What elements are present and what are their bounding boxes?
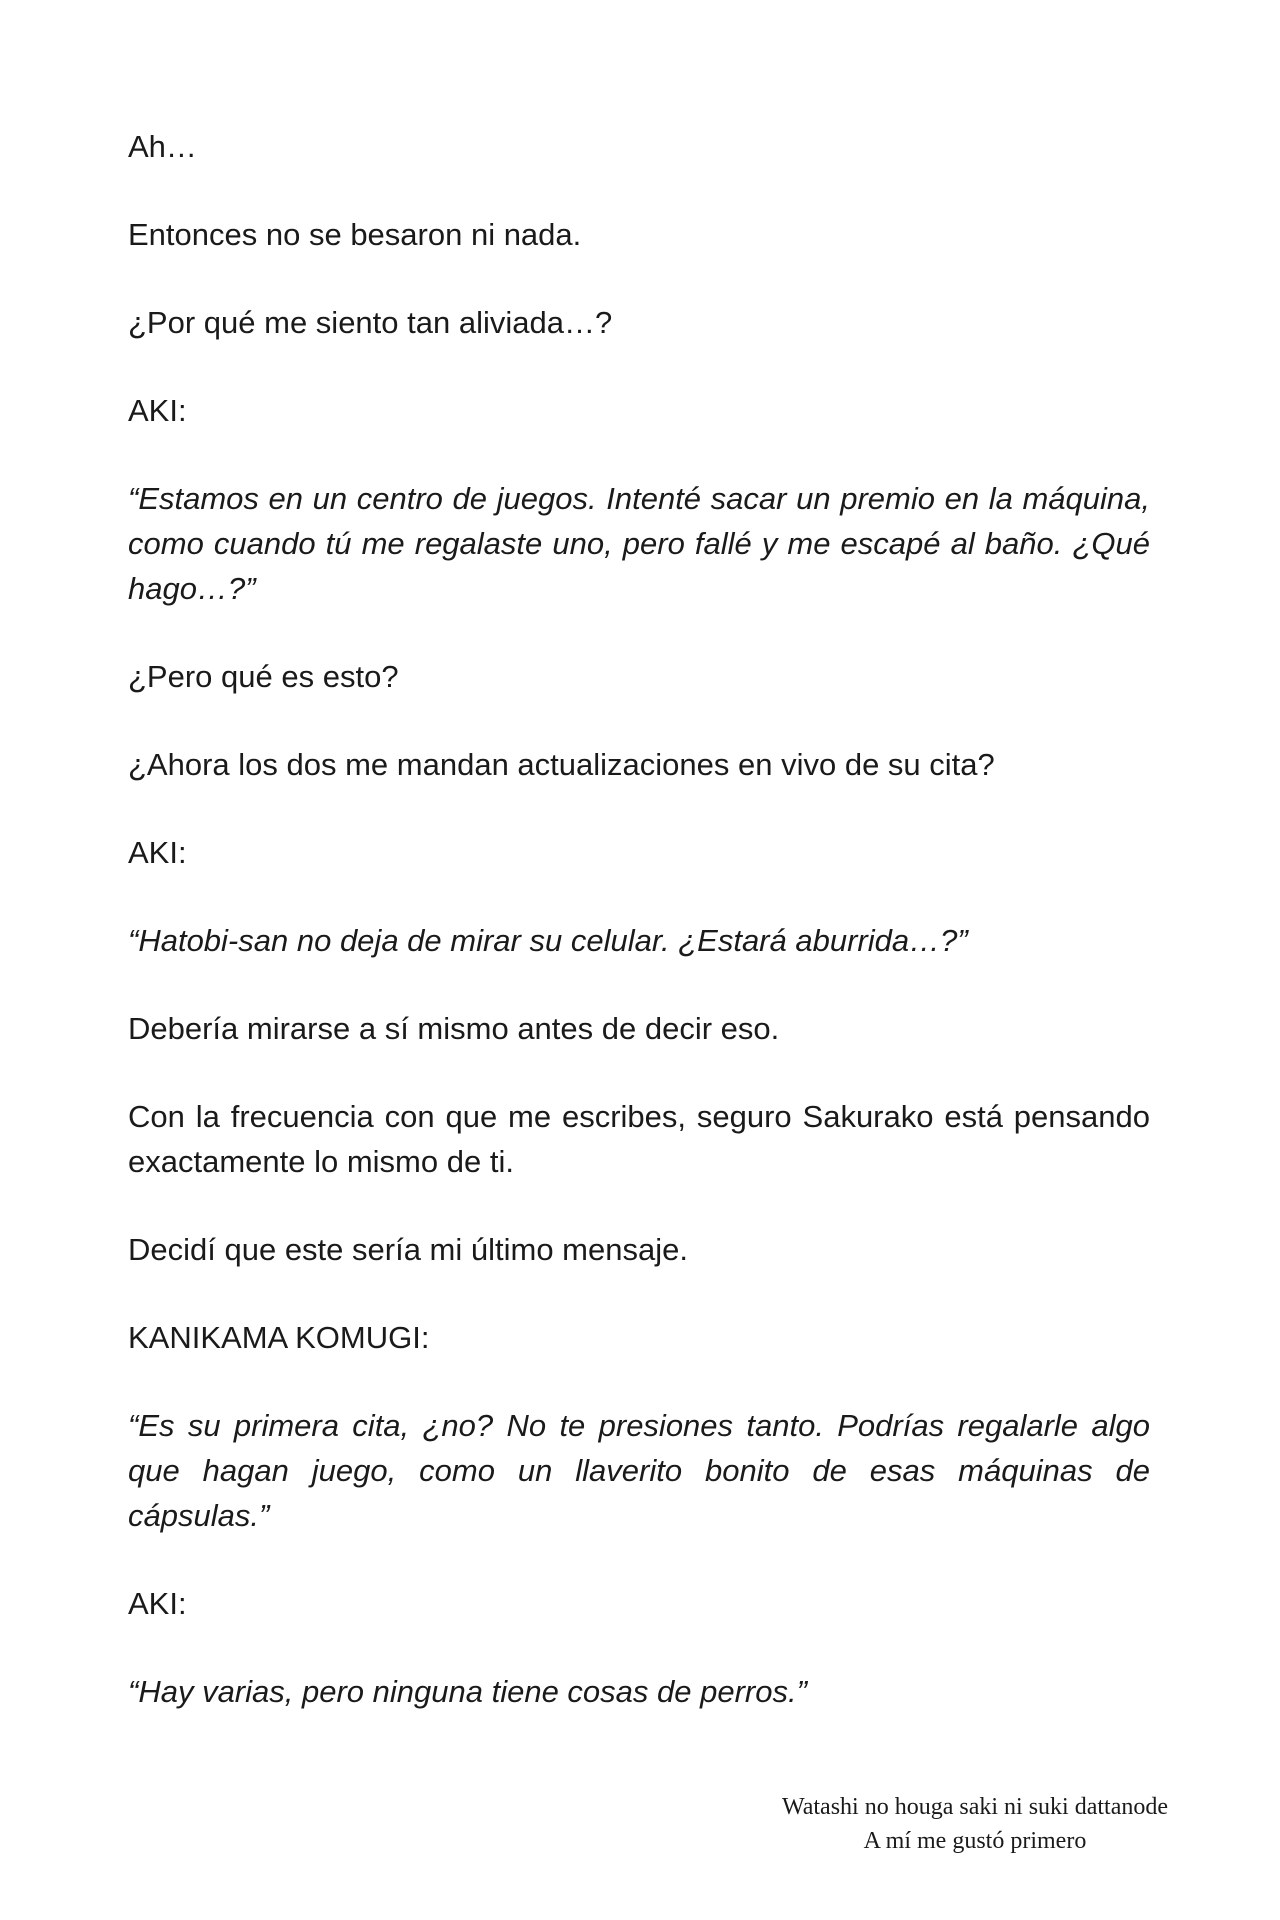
message-quote: “Estamos en un centro de juegos. Intenté sacar un premio en la máquina, como cuando tú me regalaste uno, pero fallé y me escapé al baño. ¿Qué hago…?” [128, 481, 1150, 606]
document-body [128, 124, 1150, 1757]
paragraph-narration: ¿Por qué me siento tan aliviada…? [128, 305, 613, 340]
paragraph-narration: ¿Ahora los dos me mandan actualizaciones en vivo de su cita? [128, 747, 995, 782]
speaker-label: AKI: [128, 393, 187, 428]
speaker-label: AKI: [128, 1586, 187, 1621]
message-quote: “Hay varias, pero ninguna tiene cosas de perros.” [128, 1674, 807, 1709]
paragraph-narration: ¿Pero qué es esto? [128, 659, 399, 694]
paragraph-narration: Con la frecuencia con que me escribes, seguro Sakurako está pensando exactamente lo mismo de ti. [128, 1099, 1150, 1179]
footer-translated-title: A mí me gustó primero [863, 1828, 1087, 1854]
message-quote: “Es su primera cita, ¿no? No te presiones tanto. Podrías regalarle algo que hagan juego, como un llaverito bonito de esas máquinas de cápsulas.” [128, 1408, 1150, 1533]
paragraph-narration: Entonces no se besaron ni nada. [128, 217, 582, 252]
paragraph-narration: Debería mirarse a sí mismo antes de decir eso. [128, 1011, 780, 1046]
message-quote: “Hatobi-san no deja de mirar su celular. ¿Estará aburrida…?” [128, 923, 968, 958]
speaker-label: AKI: [128, 835, 187, 870]
paragraph-narration: Decidí que este sería mi último mensaje. [128, 1232, 688, 1267]
footer-original-title: Watashi no houga saki ni suki dattanode [782, 1794, 1168, 1820]
page-footer [740, 1790, 1210, 1858]
speaker-label: KANIKAMA KOMUGI: [128, 1320, 430, 1355]
paragraph-narration: Ah… [128, 129, 197, 164]
